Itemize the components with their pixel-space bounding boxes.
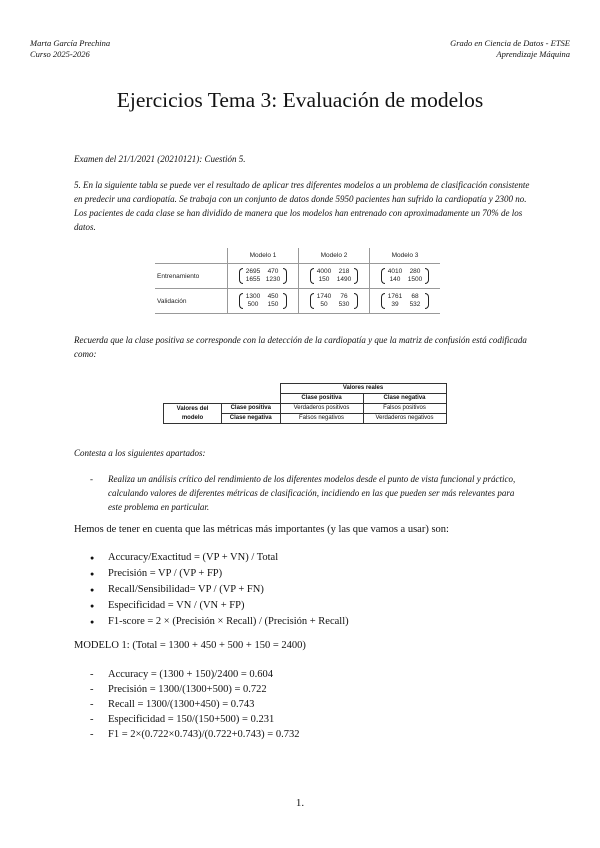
metric-accuracy: ● Accuracy/Exactitud = (VP + VN) / Total [90, 550, 349, 566]
header-right [450, 38, 570, 60]
matrix-train-m3: 4010 280 140 1500 [381, 268, 429, 284]
results-table-corner [155, 248, 228, 264]
matrix-train-m1: 2695 470 1655 1230 [239, 268, 287, 284]
cell-fp: Falsos positivos [363, 404, 446, 414]
header-modelo-3: Modelo 3 [370, 248, 441, 264]
real-positive-header: Clase positiva [280, 394, 363, 404]
model-negative-row: Clase negativa [222, 414, 281, 424]
subject: Aprendizaje Máquina [496, 49, 570, 59]
metrics-intro: Hemos de tener en cuenta que las métricas más importantes (y las que vamos a usar) son: [74, 524, 449, 535]
cell-fn: Falsos negativos [280, 414, 363, 424]
metric-recall: ● Recall/Sensibilidad= VP / (VP + FN) [90, 582, 349, 598]
matrix-val-m3: 1761 68 39 532 [381, 293, 429, 309]
model1-heading: MODELO 1: (Total = 1300 + 450 + 500 + 150 = 2400) [74, 640, 306, 651]
dash-bullet: - [90, 474, 93, 484]
cell-vp: Verdaderos positivos [280, 404, 363, 414]
model1-accuracy: - Accuracy = (1300 + 150)/2400 = 0.604 [90, 667, 299, 682]
metrics-list [90, 550, 349, 630]
page-number: 1. [295, 797, 305, 809]
real-negative-header: Clase negativa [363, 394, 446, 404]
model1-recall: - Recall = 1300/(1300+450) = 0.743 [90, 697, 299, 712]
real-values-header: Valores reales [280, 384, 446, 394]
header-modelo-2: Modelo 2 [299, 248, 370, 264]
task-item [90, 472, 528, 514]
metric-f1: ● F1-score = 2 × (Precisión × Recall) / (Precisión + Recall) [90, 614, 349, 630]
degree: Grado en Ciencia de Datos - ETSE [450, 38, 570, 48]
metric-precision: ● Precisión = VP / (VP + FP) [90, 566, 349, 582]
matrix-val-m2: 1740 76 50 530 [310, 293, 358, 309]
model1-results-list [90, 667, 299, 742]
results-table [155, 248, 440, 314]
author: Marta García Prechina [30, 38, 111, 48]
metric-specificity: ● Especificidad = VN / (VN + FP) [90, 598, 349, 614]
course-year: Curso 2025-2026 [30, 49, 90, 59]
model1-specificity: - Especificidad = 150/(150+500) = 0.231 [90, 712, 299, 727]
model1-precision: - Precisión = 1300/(1300+500) = 0.722 [90, 682, 299, 697]
page-title: Ejercicios Tema 3: Evaluación de modelos [116, 88, 484, 112]
exam-reference: Examen del 21/1/2021 (20210121): Cuestión 5. [74, 154, 246, 164]
header-modelo-1: Modelo 1 [228, 248, 299, 264]
matrix-train-m2: 4000 218 150 1490 [310, 268, 358, 284]
matrix-val-m1: 1300 450 500 150 [239, 293, 287, 309]
cell-vn: Verdaderos negativos [363, 414, 446, 424]
confusion-reminder: Recuerda que la clase positiva se corresponde con la detección de la cardiopatía y que la matriz de confusión está codificada como: [74, 335, 527, 359]
model-values-header: Valores del modelo [164, 404, 222, 424]
row-label-entrenamiento: Entrenamiento [155, 264, 228, 289]
answer-intro: Contesta a los siguientes apartados: [74, 448, 206, 458]
model-positive-row: Clase positiva [222, 404, 281, 414]
row-label-validacion: Validación [155, 289, 228, 314]
task-text: Realiza un análisis crítico del rendimiento de los diferentes modelos desde el punto de vista funcional y práctico, calculando valores de diferentes métricas de clasificación, incidiendo en las que pueden ser más relevantes para este problema en particular. [108, 474, 516, 512]
model1-f1: - F1 = 2×(0.722×0.743)/(0.722+0.743) = 0.732 [90, 727, 299, 742]
question-text: 5. En la siguiente tabla se puede ver el resultado de aplicar tres diferentes modelos a un problema de clasificación consistente en predecir una cardiopatía. Se trabaja con un conjunto de datos donde 5950 pacientes han sufrido la cardiopatía y 2300 no. Los pacientes de cada clase se han dividido de manera que los modelos han entrenado con aproximadamente un 70% de los datos. [74, 180, 530, 232]
confusion-definition-table [163, 383, 447, 424]
header-left [30, 38, 110, 60]
